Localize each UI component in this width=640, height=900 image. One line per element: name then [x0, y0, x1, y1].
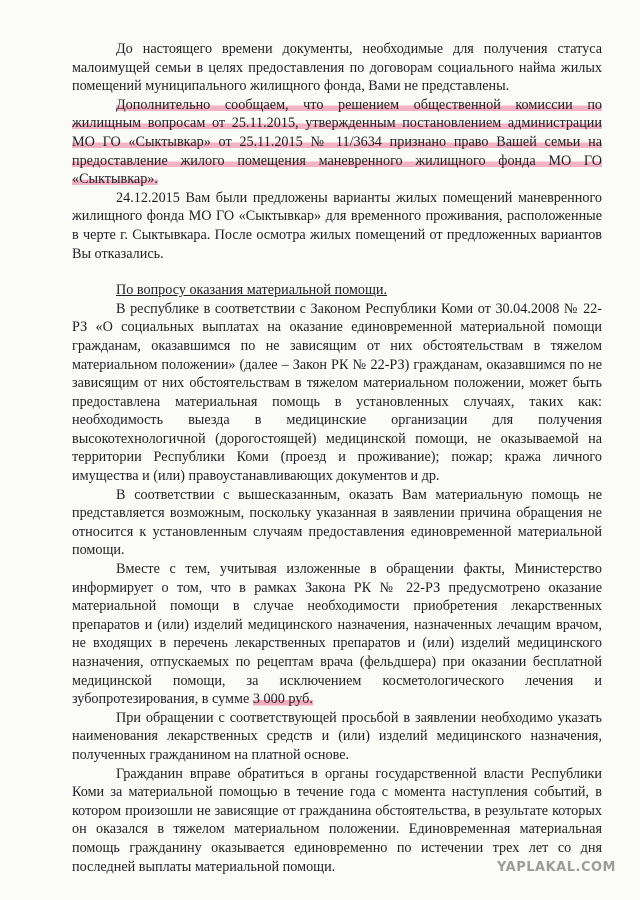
highlighted-amount: 3 000 руб.	[252, 691, 313, 708]
highlighted-commission-text: Дополнительно сообщаем, что решением общественной комиссии по жилищным вопросам от 25.11.2015, утвержденным постановлением администрации МО ГО «Сыктывкар» от 25.11.2015 № 11/3634 признано право Вашей семьи на предоставление жилого помещения маневренного жилищного фонда МО ГО «Сыктывкар».	[72, 96, 602, 188]
paragraph-documents-not-submitted: До настоящего времени документы, необходимые для получения статуса малоимущей семьи в целях предоставления по договорам социального найма жилых помещений муниципального жилищного фонда, Вами не представлены.	[72, 41, 602, 95]
paragraph-medicine-aid	[72, 560, 602, 709]
paragraph-application-requirements: При обращении с соответствующей просьбой в заявлении необходимо указать наименования лекарственных средств и (или) изделий медицинского назначения, полученных гражданином на платной основе.	[72, 709, 602, 763]
paragraph-law-22rz: В республике в соответствии с Законом Республики Коми от 30.04.2008 № 22-РЗ «О социальных выплатах на оказание единовременной материальной помощи гражданам, оказавшимся по не зависящим от них обстоятельствам в тяжелом материальном положении» (далее – Закон РК № 22-РЗ) гражданам, оказавшимся по не зависящим от них обстоятельствам в тяжелом материальном положении, может быть предоставлена материальная помощь в установленных случаях, таких как: необходимость выезда в медицинские организации для получения высокотехнологичной (дорогостоящей) медицинской помощи, не оказываемой на территории Республики Коми (проезд и проживание); пожар; кража личного имущества и (или) правоустанавливающих документов и др.	[72, 300, 602, 485]
paragraph-application-deadline: Гражданин вправе обратиться в органы государственной власти Республики Коми за материальной помощью в течение года с момента наступления событий, в котором произошли не зависящие от гражданина обстоятельства, в результате которых он оказался в тяжелом материальном положении. Единовременная материальная помощь гражданину оказывается единовременно по истечении трех лет со дня последней выплаты материальной помощи.	[72, 765, 602, 875]
section-gap	[72, 263, 602, 281]
paragraph-commission-decision	[72, 96, 602, 189]
section-heading-material-aid: По вопросу оказания материальной помощи.	[116, 282, 388, 299]
paragraph-offered-housing: 24.12.2015 Вам были предложены варианты жилых помещений маневренного жилищного фонда МО ГО «Сыктывкар» для временного проживания, расположенные в черте г. Сыктывкара. После осмотра жилых помещений от предложенных вариантов Вы отказались.	[72, 189, 602, 262]
paragraph-aid-not-possible: В соответствии с вышесказанным, оказать Вам материальную помощь не представляется возможным, поскольку указанная в заявлении причина обращения не относится к установленным случаям предоставления единовременной материальной помощи.	[72, 486, 602, 559]
medicine-aid-text: Вместе с тем, учитывая изложенные в обращении факты, Министерство информирует о том, что в рамках Закона РК № 22-РЗ предусмотрено оказание материальной помощи в случае необходимости приобретения лекарственных препаратов и (или) изделий медицинского назначения, назначенных лечащим врачом, не входящих в перечень лекарственных препаратов и (или) изделий медицинского назначения, отпускаемых по рецептам врача (фельдшера) при оказании бесплатной медицинской помощи, за исключением косметологического лечения и зубопротезирования, в сумме	[72, 561, 602, 708]
watermark-logo: YAPLAKAL.COM	[497, 860, 616, 876]
